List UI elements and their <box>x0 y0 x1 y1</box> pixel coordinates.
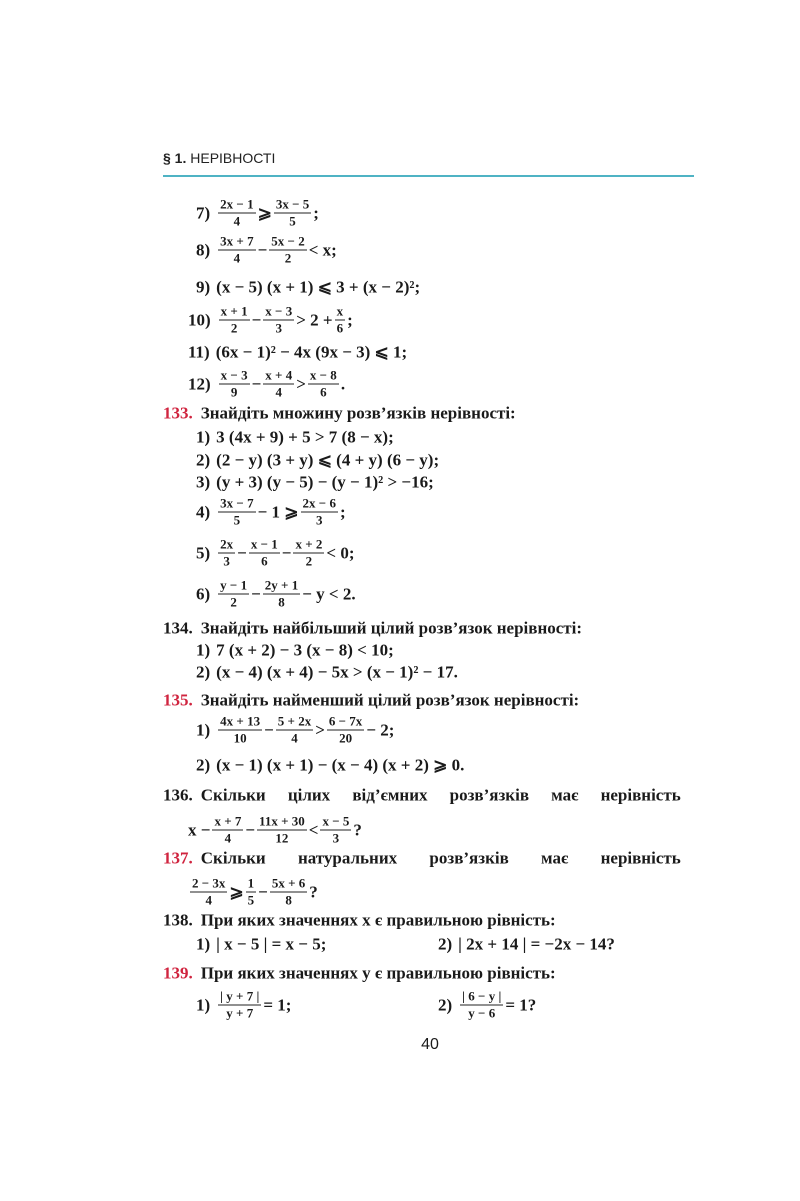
fraction <box>335 305 346 336</box>
exercise-header <box>163 619 582 638</box>
exercise-prompt: Знайдіть множину розв’язків нерівності: <box>200 403 516 423</box>
fraction-numerator: | y + 7 | <box>220 988 260 1004</box>
fraction-numerator: x + 7 <box>214 813 242 829</box>
item-label: 10) <box>188 310 211 330</box>
item-label: 1) <box>196 934 211 954</box>
fraction <box>308 369 339 400</box>
fraction-denominator: 2 <box>284 250 292 266</box>
fraction-denominator: 3 <box>223 553 230 569</box>
exercise-prompt: При яких значеннях y є правильною рівність: <box>200 963 556 983</box>
expression-text: | 2x + 14 | = −2x − 14? <box>458 934 615 954</box>
fraction <box>218 715 262 746</box>
fraction <box>460 990 503 1021</box>
prompt-word: розв’язків <box>429 848 509 868</box>
fraction-numerator: x + 2 <box>295 536 323 552</box>
fraction <box>219 369 250 400</box>
exercise-prompt: Знайдіть найбільший цілий розв’язок нерівності: <box>200 618 583 638</box>
fraction-numerator: 3x + 7 <box>220 233 254 249</box>
expression-text: (y + 3) (y − 5) − (y − 1)² > −16; <box>216 472 434 492</box>
section-title: НЕРІВНОСТІ <box>190 150 276 166</box>
fraction-numerator: 5 + 2x <box>277 713 312 729</box>
expression-text: − <box>281 543 292 563</box>
fraction-numerator: 2 − 3x <box>192 875 226 891</box>
fraction-denominator: 8 <box>278 594 285 610</box>
exercise-header <box>163 849 681 868</box>
fraction-numerator: 2x <box>220 536 234 552</box>
expression-text: | x − 5 | = x − 5; <box>216 934 327 954</box>
exercise-header <box>163 911 556 930</box>
fraction-denominator: 4 <box>233 250 241 266</box>
expression-text: − <box>237 543 247 563</box>
fraction-denominator: 6 <box>336 320 344 336</box>
exercise-item <box>196 579 356 610</box>
prompt-word: Скільки <box>200 848 266 868</box>
fraction-denominator: 4 <box>224 830 232 846</box>
item-label: 12) <box>188 374 211 394</box>
prompt-word: цілих <box>287 785 331 805</box>
fraction <box>219 305 250 336</box>
fraction <box>320 815 351 846</box>
exercise-item <box>188 877 318 908</box>
fraction <box>274 198 311 229</box>
expression-text: ; <box>339 502 346 522</box>
fraction-numerator: 3x − 7 <box>220 495 254 511</box>
fraction-numerator: 3x − 5 <box>275 196 310 212</box>
prompt-word: розв’язків <box>449 785 529 805</box>
fraction-denominator: y − 6 <box>468 1005 496 1021</box>
item-label: 5) <box>196 543 211 563</box>
exercise-item <box>196 235 337 266</box>
expression-text: − <box>264 720 274 740</box>
exercise-number: 139. <box>163 963 193 983</box>
expression-text: ? <box>309 882 318 902</box>
fraction-denominator: 4 <box>233 213 241 229</box>
exercise-number: 133. <box>163 403 193 423</box>
fraction-denominator: 3 <box>332 830 340 846</box>
exercise-item <box>196 198 319 229</box>
item-label: 1) <box>196 720 211 740</box>
prompt-word: від’ємних <box>352 785 428 805</box>
item-label: 8) <box>196 240 211 260</box>
fraction-denominator: 8 <box>285 892 292 908</box>
exercise-item <box>196 715 394 746</box>
fraction <box>269 235 306 266</box>
fraction <box>257 815 307 846</box>
fraction-denominator: 5 <box>233 512 241 528</box>
expression-text: ⩾ <box>257 203 272 223</box>
fraction-numerator: 1 <box>247 875 255 891</box>
fraction <box>218 235 255 266</box>
fraction <box>270 877 307 908</box>
fraction <box>263 579 300 610</box>
item-label: 1) <box>196 427 211 447</box>
exercise-number: 135. <box>163 690 193 710</box>
expression-text: 3 (4x + 9) + 5 > 7 (8 − x); <box>216 427 394 447</box>
exercise-prompt <box>201 786 681 805</box>
fraction <box>263 305 294 336</box>
expression-text: ; <box>347 310 353 330</box>
fraction-numerator: x + 1 <box>220 303 248 319</box>
expression-text: = 1; <box>263 995 292 1015</box>
fraction-numerator: 4x + 13 <box>220 713 261 729</box>
exercise-prompt: Знайдіть найменший цілий розв’язок нерівності: <box>200 690 580 710</box>
item-label: 11) <box>188 342 210 362</box>
expression-text: 7 (x + 2) − 3 (x − 8) < 10; <box>216 640 394 660</box>
item-label: 3) <box>196 472 211 492</box>
exercise-item-second <box>438 990 536 1021</box>
fraction-denominator: 6 <box>320 384 327 400</box>
expression-text: (x − 5) (x + 1) ⩽ 3 + (x − 2)²; <box>216 277 421 297</box>
fraction <box>327 715 364 746</box>
exercise-item <box>196 428 394 447</box>
expression-text: > <box>296 374 306 394</box>
expression-text: (x − 4) (x + 4) − 5x > (x − 1)² − 17. <box>216 662 458 682</box>
expression-text: − <box>251 584 261 604</box>
fraction <box>212 815 243 846</box>
exercise-header <box>163 964 556 983</box>
exercise-header <box>163 404 516 423</box>
fraction-numerator: x + 4 <box>265 367 293 383</box>
expression-text: (6x − 1)² − 4x (9x − 3) ⩽ 1; <box>215 342 408 362</box>
expression-text: > 2 + <box>296 310 333 330</box>
fraction-numerator: x − 1 <box>250 536 278 552</box>
fraction-numerator: 2y + 1 <box>264 577 299 593</box>
prompt-word: має <box>551 785 579 805</box>
header-rule <box>163 175 694 177</box>
fraction-numerator: 5x − 2 <box>271 233 305 249</box>
item-label: 7) <box>196 203 211 223</box>
section-header <box>163 150 275 166</box>
exercise-item <box>196 278 420 297</box>
fraction <box>218 579 249 610</box>
exercise-item <box>196 988 537 1021</box>
exercise-item <box>196 497 346 528</box>
fraction-numerator: x − 3 <box>265 303 293 319</box>
fraction-denominator: 12 <box>275 830 289 846</box>
prompt-word: нерівність <box>600 785 681 805</box>
exercise-number: 136. <box>163 785 193 805</box>
fraction <box>249 538 280 569</box>
item-label: 2) <box>196 450 211 470</box>
fraction <box>263 369 294 400</box>
prompt-word: має <box>541 848 569 868</box>
exercise-item <box>196 451 439 470</box>
exercise-item <box>188 343 407 362</box>
expression-text: < <box>308 820 319 840</box>
prompt-word: нерівність <box>600 848 681 868</box>
fraction-numerator: 11x + 30 <box>259 813 305 829</box>
item-label: 1) <box>196 640 211 660</box>
fraction-denominator: 20 <box>339 730 353 746</box>
exercise-item-second <box>438 935 615 954</box>
expression-text: − 1 ⩾ <box>257 502 299 522</box>
exercise-item <box>196 756 464 775</box>
fraction-denominator: 6 <box>261 553 268 569</box>
exercise-header <box>163 786 681 805</box>
exercise-number: 137. <box>163 848 193 868</box>
fraction <box>218 990 261 1021</box>
expression-text: = 1? <box>505 995 537 1015</box>
exercise-item <box>196 663 458 682</box>
fraction-denominator: 3 <box>275 320 282 336</box>
expression-text: ; <box>313 203 319 223</box>
fraction-numerator: 6 − 7x <box>328 713 363 729</box>
fraction <box>301 497 338 528</box>
fraction-numerator: 2x − 6 <box>302 495 336 511</box>
expression-text: − <box>257 240 268 260</box>
exercise-item <box>196 934 615 954</box>
item-label: 4) <box>196 502 211 522</box>
expression-text: − <box>245 820 256 840</box>
fraction-numerator: | 6 − y | <box>462 988 502 1004</box>
fraction <box>218 538 235 569</box>
fraction-denominator: 2 <box>305 553 313 569</box>
expression-text: < 0; <box>326 543 355 563</box>
item-label: 9) <box>196 277 211 297</box>
fraction <box>293 538 324 569</box>
exercise-item <box>196 473 434 492</box>
expression-text: − <box>258 882 268 902</box>
exercise-item <box>188 815 362 846</box>
expression-text: x − <box>188 820 211 840</box>
expression-text: < x; <box>308 240 337 260</box>
fraction-numerator: x − 3 <box>220 367 248 383</box>
expression-text: > <box>315 720 325 740</box>
expression-text: . <box>340 374 346 394</box>
fraction-numerator: 5x + 6 <box>271 875 306 891</box>
item-label: 6) <box>196 584 211 604</box>
exercise-prompt <box>201 849 681 868</box>
expression-text: (x − 1) (x + 1) − (x − 4) (x + 2) ⩾ 0. <box>216 755 465 775</box>
fraction-numerator: x − 8 <box>309 367 337 383</box>
page-number: 40 <box>421 1036 439 1053</box>
fraction-denominator: 9 <box>230 384 238 400</box>
fraction <box>218 198 255 229</box>
fraction-numerator: y − 1 <box>220 577 248 593</box>
exercise-item <box>188 369 345 400</box>
exercise-item <box>196 538 355 569</box>
section-number: § 1. <box>163 150 187 166</box>
expression-text: ⩾ <box>229 882 244 902</box>
fraction-denominator: 10 <box>233 730 247 746</box>
expression-text: ? <box>353 820 362 840</box>
item-label: 2) <box>438 934 453 954</box>
fraction-denominator: 4 <box>275 384 282 400</box>
fraction-denominator: 4 <box>291 730 298 746</box>
fraction <box>190 877 227 908</box>
fraction <box>276 715 313 746</box>
item-label: 2) <box>196 662 211 682</box>
exercise-item <box>188 305 353 336</box>
expression-text: − 2; <box>366 720 395 740</box>
exercise-number: 138. <box>163 910 193 930</box>
fraction <box>218 497 255 528</box>
fraction-denominator: 5 <box>289 213 296 229</box>
expression-text: − y < 2. <box>302 584 356 604</box>
fraction <box>246 877 257 908</box>
expression-text: (2 − y) (3 + y) ⩽ (4 + y) (6 − y); <box>216 450 440 470</box>
fraction-numerator: x <box>336 303 344 319</box>
prompt-word: Скільки <box>200 785 266 805</box>
exercise-number: 134. <box>163 618 193 638</box>
exercise-prompt: При яких значеннях x є правильною рівність: <box>200 910 556 930</box>
fraction-numerator: x − 5 <box>322 813 350 829</box>
fraction-denominator: y + 7 <box>226 1005 254 1021</box>
expression-text: − <box>251 374 262 394</box>
fraction-numerator: 2x − 1 <box>220 196 254 212</box>
item-label: 1) <box>196 995 211 1015</box>
expression-text: − <box>251 310 262 330</box>
fraction-denominator: 2 <box>230 320 238 336</box>
exercise-header <box>163 691 579 710</box>
prompt-word: натуральних <box>297 848 398 868</box>
item-label: 2) <box>196 755 211 775</box>
fraction-denominator: 3 <box>315 512 323 528</box>
fraction-denominator: 2 <box>230 594 237 610</box>
item-label: 2) <box>438 995 453 1015</box>
exercise-item <box>196 641 394 660</box>
fraction-denominator: 5 <box>247 892 255 908</box>
fraction-denominator: 4 <box>205 892 212 908</box>
